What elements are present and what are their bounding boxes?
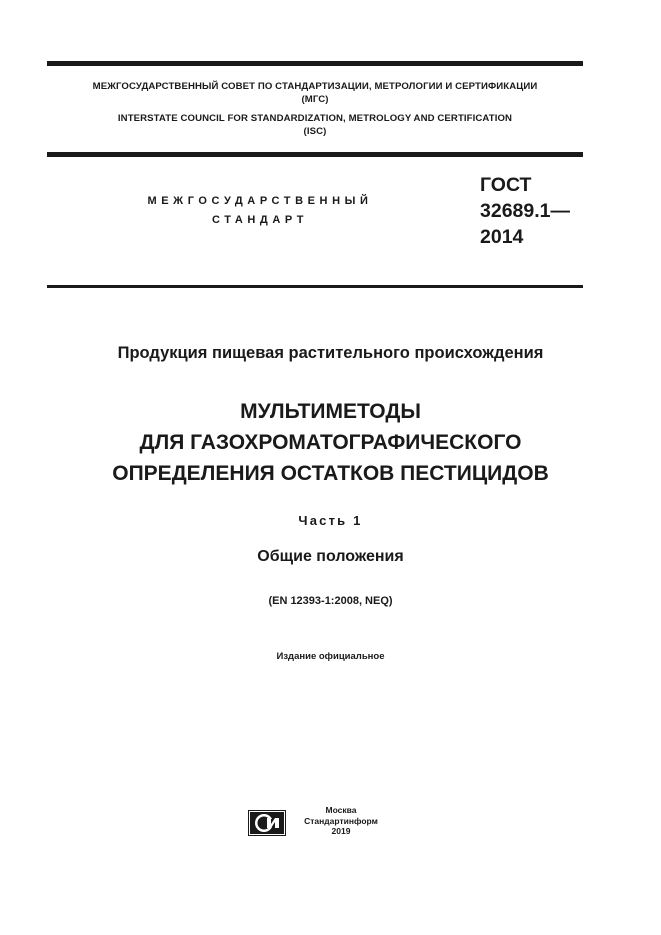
edition-note: Издание официальное: [276, 651, 385, 662]
subject-title: Продукция пищевая растительного происхождения: [117, 344, 544, 362]
designation-rule: [47, 285, 583, 288]
gost-designation: [480, 172, 570, 250]
main-title-line1: МУЛЬТИМЕТОДЫ: [240, 400, 421, 423]
main-title-line2: ДЛЯ ГАЗОХРОМАТОГРАФИЧЕСКОГО: [139, 431, 522, 454]
standartinform-logo-icon: [248, 810, 286, 836]
publisher-year: 2019: [331, 826, 351, 836]
council-ru-name: МЕЖГОСУДАРСТВЕННЫЙ СОВЕТ ПО СТАНДАРТИЗАЦИИ, МЕТРОЛОГИИ И СЕРТИФИКАЦИИ: [92, 81, 538, 92]
reference-standard: (EN 12393-1:2008, NEQ): [268, 595, 393, 607]
standard-type-line1: МЕЖГОСУДАРСТВЕННЫЙ: [147, 195, 373, 207]
publisher-name: Стандартинформ: [304, 815, 378, 826]
main-title-line3: ОПРЕДЕЛЕНИЯ ОСТАТКОВ ПЕСТИЦИДОВ: [112, 462, 549, 485]
council-ru-abbr: (МГС): [301, 94, 329, 105]
gost-number: 32689.1—: [480, 200, 570, 222]
header-rule: [47, 152, 583, 157]
gost-year: 2014: [480, 226, 524, 248]
standard-type-line2: СТАНДАРТ: [211, 214, 309, 226]
council-en-name: INTERSTATE COUNCIL FOR STANDARDIZATION, METROLOGY AND CERTIFICATION: [117, 113, 513, 124]
part-number: Часть 1: [298, 513, 363, 528]
council-en-abbr: (ISC): [303, 126, 327, 137]
publisher-info: [293, 805, 389, 837]
gost-prefix: ГОСТ: [480, 174, 532, 196]
top-rule: [47, 61, 583, 66]
publisher-city: Москва: [325, 805, 357, 815]
part-title: Общие положения: [257, 548, 404, 565]
